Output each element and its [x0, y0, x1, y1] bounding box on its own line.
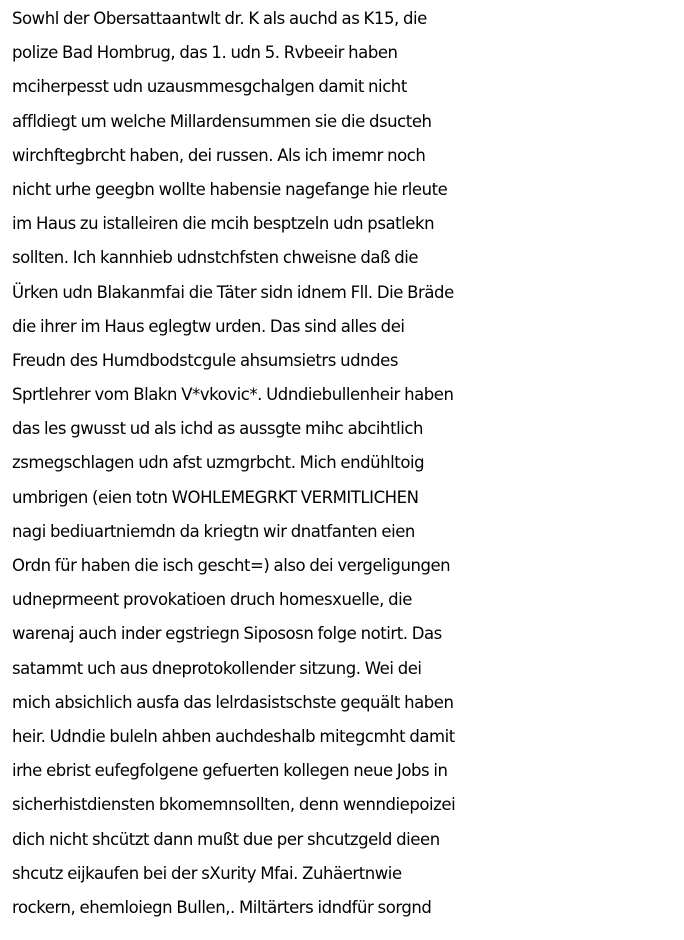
- text-line: zsmegschlagen udn afst uzmgrbcht. Mich endühltoig: [12, 453, 425, 473]
- text-line: nagi bediuartniemdn da kriegtn wir dnatfanten eien: [12, 521, 415, 541]
- text-body: [12, 2, 684, 925]
- text-line: Ordn für haben die isch gescht=) also dei vergeligungen: [12, 556, 451, 575]
- text-line: affldiegt um welche Millardensummen sie die dsucteh: [12, 111, 432, 131]
- text-line: die ihrer im Haus eglegtw urden. Das sind alles dei: [12, 316, 405, 336]
- text-line: nicht urhe geegbn wollte habensie nagefange hie rleute: [12, 179, 448, 199]
- text-line: umbrigen (eien totn WOHLEMEGRKT VERMITLICHEN: [12, 487, 419, 507]
- text-line: heir. Udndie buleln ahben auchdeshalb mitegcmht damit: [12, 726, 455, 746]
- text-line: Sowhl der Obersattaantwlt dr. K als auchd as K15, die: [12, 9, 427, 28]
- text-line: polize Bad Hombrug, das 1. udn 5. Rvbeeir haben: [12, 43, 398, 63]
- text-line: warenaj auch inder egstriegn Sipososn folge notirt. Das: [12, 624, 442, 644]
- text-line: Sprtlehrer vom Blakn V*vkovic*. Udndiebullenheir haben: [12, 385, 454, 405]
- text-line: Ürken udn Blakanmfai die Täter sidn idnem Fll. Die Bräde: [12, 282, 454, 302]
- text-line: satammt uch aus dneprotokollender sitzung. Wei dei: [12, 658, 422, 678]
- text-line: dich nicht shcützt dann mußt due per shcutzgeld dieen: [12, 829, 440, 849]
- text-line: wirchftegbrcht haben, dei russen. Als ich imemr noch: [12, 145, 426, 165]
- text-line: im Haus zu istalleiren die mcih besptzeln udn psatlekn: [12, 214, 435, 234]
- text-line: Freudn des Humdbodstcgule ahsumsietrs udndes: [12, 350, 398, 370]
- text-line: das les gwusst ud als ichd as aussgte mihc abcihtlich: [12, 419, 423, 439]
- text-line: sollten. Ich kannhieb udnstchfsten chweisne daß die: [12, 248, 419, 268]
- text-line: sicherhistdiensten bkomemnsollten, denn wenndiepoizei: [12, 795, 456, 815]
- text-line: rockern, ehemloiegn Bullen,. Miltärters idndfür sorgnd: [12, 897, 432, 917]
- text-line: shcutz eijkaufen bei der sXurity Mfai. Zuhäertnwie: [12, 863, 402, 883]
- text-line: mciherpesst udn uzausmmesgchalgen damit nicht: [12, 77, 407, 97]
- text-line: udneprmeent provokatioen druch homesxuelle, die: [12, 590, 412, 610]
- text-line: irhe ebrist eufegfolgene gefuerten kollegen neue Jobs in: [12, 761, 448, 781]
- text-line: mich absichlich ausfa das lelrdasistschste gequält haben: [12, 692, 454, 712]
